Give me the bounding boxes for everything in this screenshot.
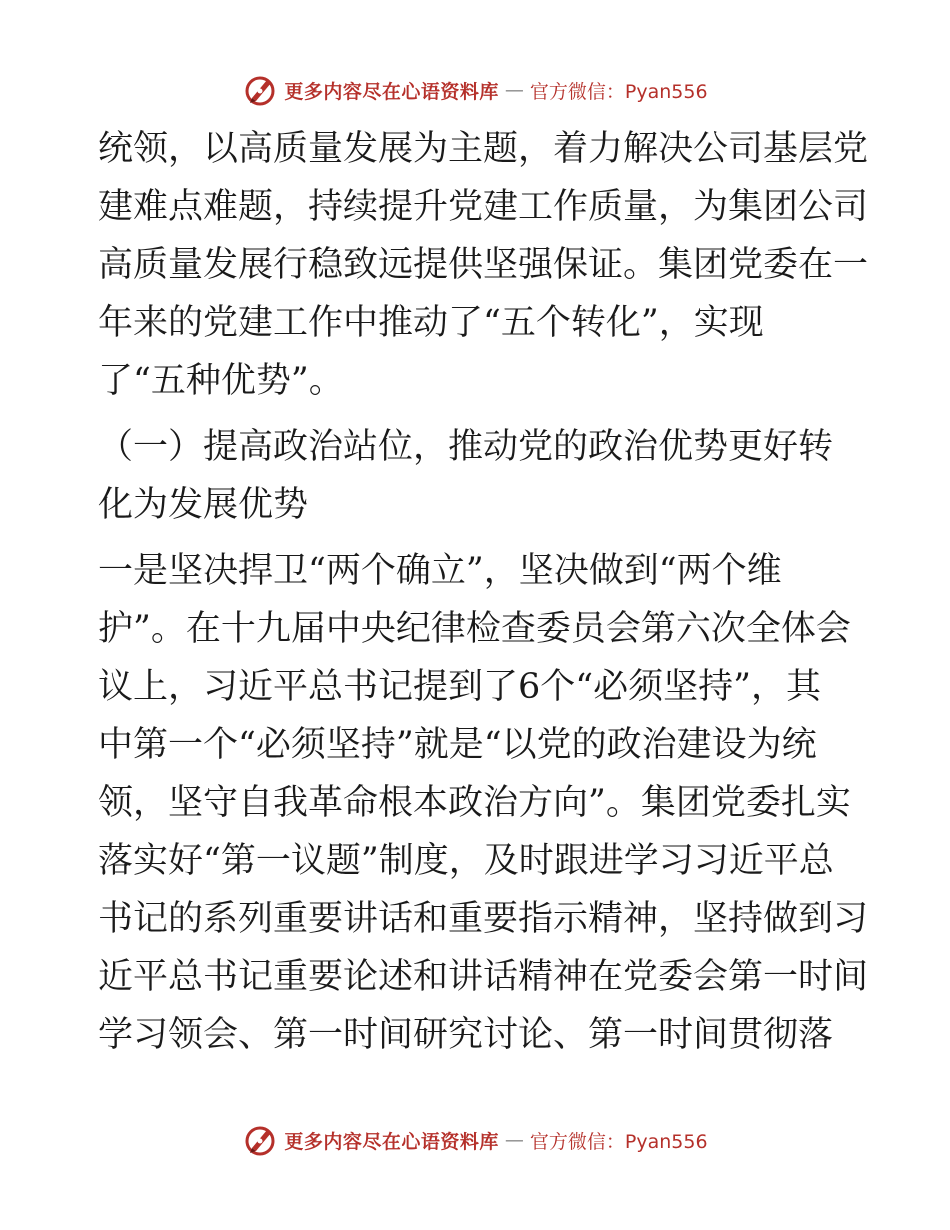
text-line: 书记的系列重要讲话和重要指示精神，坚持做到习: [98, 899, 869, 939]
footer-banner[interactable]: [0, 1120, 950, 1160]
banner-dash: —: [504, 1129, 524, 1151]
banner-site-text: 更多内容尽在心语资料库: [284, 80, 499, 103]
text-line: （一）提高政治站位，推动党的政治优势更好转: [98, 427, 834, 467]
text-line: 议上，习近平总书记提到了6个“必须坚持”，其: [98, 667, 822, 707]
section-heading: [98, 418, 858, 534]
text-line: 高质量发展行稳致远提供坚强保证。集团党委在一: [98, 245, 869, 285]
text-line: 学习领会、第一时间研究讨论、第一时间贯彻落: [98, 1015, 834, 1055]
text-line: 中第一个“必须坚持”就是“以党的政治建设为统: [98, 725, 817, 765]
paragraph: [98, 542, 869, 1064]
text-line: 了“五种优势”。: [98, 361, 344, 401]
banner-dash: —: [504, 79, 524, 101]
text-line: 领，坚守自我革命根本政治方向”。集团党委扎实: [98, 783, 851, 823]
text-line: 护”。在十九届中央纪律检查委员会第六次全体会: [98, 609, 851, 649]
header-banner[interactable]: [0, 70, 950, 110]
text-line: 建难点难题，持续提升党建工作质量，为集团公司: [98, 187, 869, 227]
banner-site-text: 更多内容尽在心语资料库: [284, 1130, 499, 1153]
text-line: 落实好“第一议题”制度，及时跟进学习习近平总: [98, 841, 834, 881]
text-line: 近平总书记重要论述和讲话精神在党委会第一时间: [98, 957, 869, 997]
document-body: [98, 120, 869, 1064]
text-line: 统领，以高质量发展为主题，着力解决公司基层党: [98, 129, 869, 169]
text-line: 化为发展优势: [98, 485, 309, 525]
pen-logo-icon: [242, 1122, 278, 1158]
text-line: 年来的党建工作中推动了“五个转化”，实现: [98, 303, 764, 343]
pen-logo-icon: [242, 72, 278, 108]
text-line: 一是坚决捍卫“两个确立”，坚决做到“两个维: [98, 551, 782, 591]
banner-wechat-label: 官方微信：Pyan556: [529, 1130, 708, 1153]
banner-wechat-label: 官方微信：Pyan556: [529, 80, 708, 103]
paragraph: [98, 120, 869, 410]
